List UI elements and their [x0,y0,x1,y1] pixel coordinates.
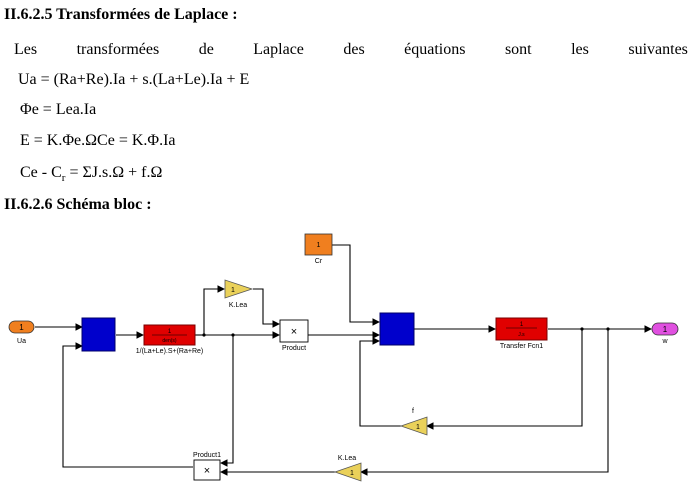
equation-3: E = K.Φe.ΩCe = K.Φ.Ia [20,132,176,149]
product-label: Product1 [192,452,222,459]
equation-2: Φe = Lea.Ia [20,101,97,118]
gain-value: 1 [350,470,354,477]
outport-w[interactable] [652,323,678,345]
equation-1: Ua = (Ra+Re).Ia + s.(La+Le).Ia + E [18,71,250,88]
intro-word: Les [14,41,38,58]
intro-word: Laplace [253,41,304,58]
intro-word: de [198,41,214,58]
wire [360,341,401,426]
section-heading-schema: II.6.2.6 Schéma bloc : [4,196,152,213]
gain-value: 1 [231,287,235,294]
gain-k-lea-top[interactable] [225,280,252,309]
inport-ua[interactable] [9,321,34,345]
intro-word: sont [504,41,532,58]
wire [63,346,193,467]
equation-4-rhs: = ΣJ.s.Ω + f.Ω [65,164,163,181]
tf2-denominator: J.s [518,332,525,338]
inport-label: Cr [314,258,323,265]
inport-number: 1 [19,323,24,332]
intro-word: les [571,41,589,58]
junction-dot [231,333,234,336]
gain-value: 1 [416,424,420,431]
product-symbol: × [203,465,211,477]
tf2-label: Transfer Fcn1 [499,343,544,350]
junction-dot [580,327,583,330]
outport-number: 1 [662,325,668,334]
inport-cr[interactable] [305,234,332,265]
inport-label: Ua [17,338,26,345]
sum-block-2[interactable] [380,313,414,345]
tf2-numerator: 1 [519,322,524,328]
intro-word: transformées [76,41,160,58]
tf1-numerator: 1 [167,329,172,335]
product-block[interactable] [280,320,308,352]
tf1-label: 1/(La+Le).S+(Ra+Re) [135,348,204,355]
transfer-fcn-1[interactable] [136,325,204,355]
section-heading-laplace: II.6.2.5 Transformées de Laplace : [4,6,238,23]
outport-label: w [662,338,668,345]
wire [361,329,608,472]
intro-word: équations [404,41,466,58]
gain-label: f [412,408,414,415]
junction-dot [202,333,205,336]
transfer-fcn-2[interactable] [496,318,547,350]
gain-label: K.Lea [337,455,357,462]
inport-number: 1 [316,242,321,249]
wire [221,335,233,463]
equation-4-lhs: Ce - C [20,164,62,181]
intro-word: suivantes [628,41,688,58]
product-symbol: × [290,326,298,338]
wire [332,245,379,322]
sum-block-1[interactable] [82,318,115,351]
product-label: Product [281,345,307,352]
gain-f[interactable] [401,408,427,435]
junction-dot [606,327,609,330]
intro-word: des [343,41,365,58]
wire [204,289,224,335]
tf1-denominator: den(s) [162,338,177,344]
gain-k-lea-bottom[interactable] [335,455,361,481]
wire [253,289,279,324]
gain-label: K.Lea [228,302,248,309]
equation-4-subscript: r [61,172,66,185]
product1-block[interactable] [193,452,221,480]
